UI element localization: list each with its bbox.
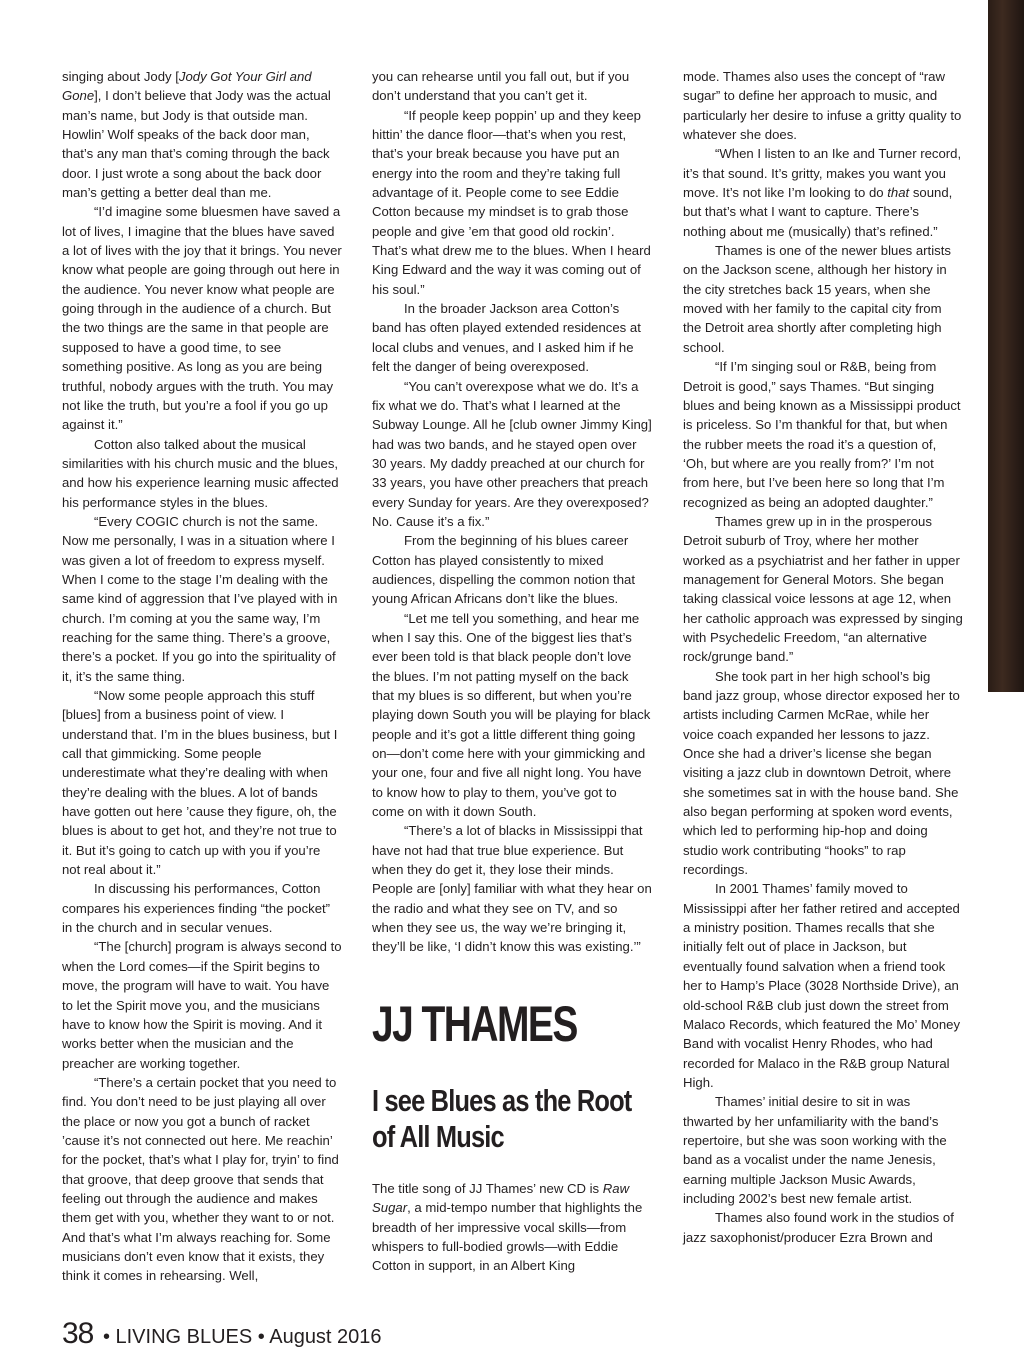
column-3: [683, 67, 963, 1247]
paragraph: mode. Thames also uses the concept of “raw sugar” to define her approach to music, and particularly her desire to infuse a gritty quality to whatever she does.: [683, 69, 962, 143]
column-1: [62, 67, 342, 1286]
paragraph: you can rehearse until you fall out, but if you don’t understand that you can’t get it.: [372, 69, 630, 104]
column-2: [372, 67, 652, 1276]
paragraph: Thames is one of the newer blues artists on the Jackson scene, although her history in the city stretches back 15 years, when she moved with her family to the capital city from the Detroit area shortly after completing high school.: [683, 243, 951, 355]
paragraph: In the broader Jackson area Cotton’s band has often played extended residences at local clubs and venues, and I asked him if he felt the danger of being overexposed.: [372, 301, 641, 375]
paragraph: Cotton also talked about the musical similarities with his church music and the blues, and how his experience learning music affected his performance styles in the blues.: [62, 436, 339, 510]
paragraph: “There’s a lot of blacks in Mississippi that have not had that true blue experience. But when they do get it, they lose their minds. People are [only] familiar with what they hear on the radio and what they see on TV, and so when they see us, the way we’re bringing it, they’ll be like, ‘I didn’t know this was existing.’”: [372, 823, 652, 955]
section-subheadline: I see Blues as the Root of All Music: [372, 1082, 632, 1154]
paragraph: “If I’m singing soul or R&B, being from Detroit is good,” says Thames. “But singing blues and being known as a Mississippi product is priceless. So I’m thankful for that, but when the rubber meets the road it’s a question of, ‘Oh, but where are you really from?’ I’m not from here, but I’ve been here so long that I’m recognized as being an adopted daughter.”: [683, 359, 961, 510]
paragraph: Thames grew up in in the prosperous Detroit suburb of Troy, where her mother worked as a psychiatrist and her father in upper management for General Motors. She began taking classical voice lessons at age 12, when her catholic approach was expressed by singing with Psychedelic Freedom, “an alternative rock/grunge band.”: [683, 513, 963, 665]
page-footer: [62, 1317, 382, 1351]
paragraph: “You can’t overexpose what we do. It’s a fix what we do. That’s what I learned at the Subway Lounge. All he [club owner Jimmy King] had was two bands, and he stayed open over 30 years. My daddy preached at our church for 33 years, you have other preachers that preach every Sunday for years. Are they overexposed? No. Cause it’s a fix.”: [372, 378, 652, 529]
paragraph: “If people keep poppin’ up and they keep hittin’ the dance floor—that’s when you rest, that’s your break because you have put an energy into the room and they’re taking full advantage of it. People come to see Eddie Cotton because my mindset is to grab those people and give ’em that good old rockin’. That’s what drew me to the blues. When I heard King Edward and the way it was coming out of his soul.”: [372, 107, 651, 297]
paragraph: “Let me tell you something, and hear me when I say this. One of the biggest lies that’s ever been told is that black people don’t love the blues. I’m not patting myself on the back that my blues is so different, but when you’re playing down South you will be playing for black people and it’s got a little different thing going on—don’t come here with your gimmicking and your one, four and five all night long. You have to know how to play to them, you’ve got to come on with it down South.: [372, 610, 651, 820]
paragraph: “Now some people approach this stuff [blues] from a business point of view. I understand that. I’m in the blues business, but I call that gimmicking. Some people underestimate what they’re dealing with when they’re dealing with the blues. A lot of bands have gotten out here ’cause they figure, oh, the blues is about to get hot, and they’re not true to it. But it’s going to catch up with you if you’re not real about it.”: [62, 688, 338, 878]
page-number: 38: [62, 1317, 94, 1350]
paragraph: “There’s a certain pocket that you need to find. You don’t need to be just playing all over the place or now you got a bunch of racket ’cause it’s not connected out here. Me reachin’ for the pocket, that’s what I play for, tryin’ to find that groove, that deep groove that sends that feeling out through the audience and makes them get with you, whether they want to or not. And that’s what I’m always reaching for. Some musicians don’t even know that it exists, they think it comes in rehearsing. Well,: [62, 1074, 339, 1284]
paragraph: The title song of JJ Thames’ new CD is Raw Sugar, a mid-tempo number that highlights the breadth of her impressive vocal skills—from whispers to full-bodied growls—with Eddie Cotton in support, in an Albert King: [372, 1180, 643, 1274]
footer-publication: • LIVING BLUES • August 2016: [102, 1326, 382, 1348]
adjacent-photo-edge: [988, 0, 1024, 692]
paragraph: “Every COGIC church is not the same. Now me personally, I was in a situation where I was given a lot of freedom to express myself. When I come to the stage I’m dealing with the same kind of aggression that I’ve played with in church. I’m coming at you the same way, I’m reaching for the same thing. There’s a groove, there’s a pocket. If you go into the spirituality of it, it’s the same thing.: [62, 513, 338, 684]
paragraph: Thames’ initial desire to sit in was thwarted by her unfamiliarity with the band’s repertoire, but she was soon working with the band as a vocalist under the name Jenesis, earning multiple Jackson Music Awards, including 2002’s best new female artist.: [683, 1094, 947, 1206]
paragraph: From the beginning of his blues career Cotton has played consistently to mixed audiences, dispelling the common notion that young African Africans don’t like the blues.: [372, 533, 635, 607]
paragraph: “The [church] program is always second to when the Lord comes—if the Spirit begins to move, the program will have to wait. You have to let the Spirit move you, and the musicians have to know how the Spirit is moving. And it works better when the musician and the preacher are working together.: [62, 939, 342, 1071]
section-headline: JJ THAMES: [372, 995, 577, 1052]
paragraph: Thames also found work in the studios of jazz saxophonist/producer Ezra Brown and: [683, 1210, 954, 1245]
paragraph: In discussing his performances, Cotton compares his experiences finding “the pocket” in the church and in secular venues.: [62, 881, 331, 936]
paragraph: She took part in her high school’s big band jazz group, whose director exposed her to artists including Carmen McRae, while her voice coach expanded her lessons to jazz. Once she had a driver’s license she began visiting a jazz club in downtown Detroit, where she sometimes sat in with the house band. She also began performing at spoken word events, which led to performing hip-hop and doing studio work contributing “hooks” to rap recordings.: [683, 668, 960, 878]
paragraph: “When I listen to an Ike and Turner record, it’s that sound. It’s gritty, makes you want you move. It’s not like I’m looking to do that sound, but that’s what I want to capture. There’s nothing about me (musically) that’s refined.”: [683, 146, 962, 239]
paragraph: “I’d imagine some bluesmen have saved a lot of lives, I imagine that the blues have saved a lot of lives with the joy that it brings. You never know what people are going through out here in the audience. You never know what people are going through in the audience of a church. But the two things are the same in that people are supposed to have a good time, to see something positive. As long as you are being truthful, nobody argues with the truth. You may not like the truth, but you’re a fool if you go up against it.”: [62, 204, 342, 433]
paragraph: singing about Jody [Jody Got Your Girl and Gone], I don’t believe that Jody was the actual man’s name, but Jody is that outside man. Howlin’ Wolf speaks of the back door man, that’s any man that’s coming through the back door. I just wrote a song about the back door man’s getting a better deal than me.: [62, 69, 331, 201]
paragraph: In 2001 Thames’ family moved to Mississippi after her father retired and accepted a ministry position. Thames recalls that she initially felt out of place in Jackson, but eventually found salvation when a friend took her to Hamp’s Place (3028 Northside Drive), an old-school R&B club just down the street from Malaco Records, which featured the Mo’ Money Band with vocalist Henry Rhodes, who had recorded for Malaco in the R&B group Natural High.: [683, 881, 961, 1090]
